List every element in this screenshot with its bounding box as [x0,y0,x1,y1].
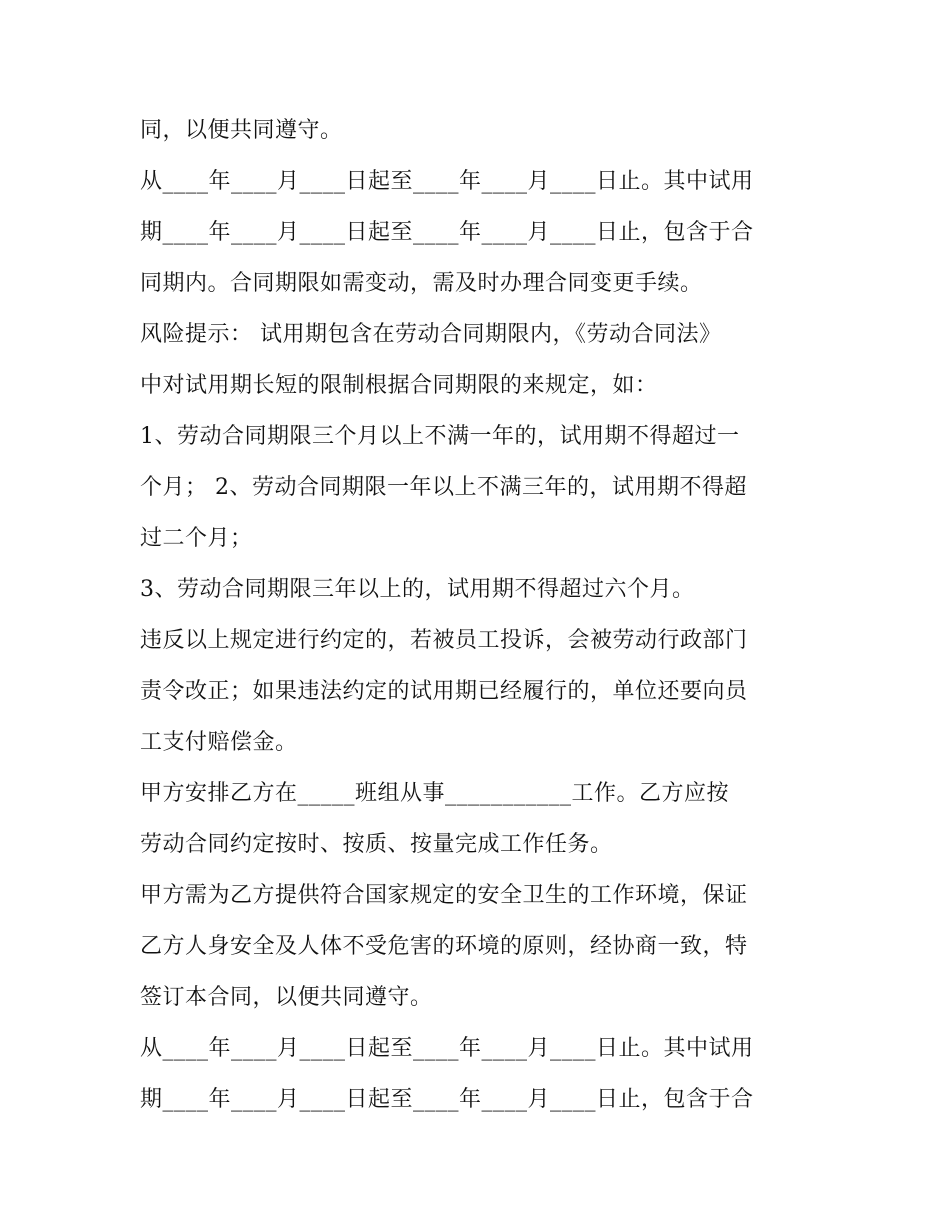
text-line: 工支付赔偿金。 [140,730,298,755]
text-line: 责令改正；如果违法约定的试用期已经履行的，单位还要向员 [140,679,748,704]
text-line: 中对试用期长短的限制根据合同期限的来规定，如： [140,373,658,398]
list-item-line: 个月； 2、劳动合同期限一年以上不满三年的，试用期不得超 [140,475,747,500]
list-item-line: 1、劳动合同期限三个月以上不满一年的，试用期不得超过一 [140,424,740,449]
text-line: 期____年____月____日起至____年____月____日止，包含于合 [140,1087,754,1112]
text-line: 签订本合同，以便共同遵守。 [140,985,433,1010]
text-line: 同，以便共同遵守。 [140,118,343,143]
text-line: 乙方人身安全及人体不受危害的环境的原则，经协商一致，特 [140,934,748,959]
text-line: 甲方安排乙方在_____班组从事___________工作。乙方应按 [140,781,730,806]
text-line: 劳动合同约定按时、按质、按量完成工作任务。 [140,832,613,857]
list-item-line: 3、劳动合同期限三年以上的，试用期不得超过六个月。 [140,577,695,602]
text-line: 从____年____月____日起至____年____月____日止。其中试用 [140,169,754,194]
text-line: 过二个月； [140,526,253,551]
risk-notice-line: 风险提示： 试用期包含在劳动合同期限内，《劳动合同法》 [140,322,722,347]
text-line: 同期内。合同期限如需变动，需及时办理合同变更手续。 [140,271,703,296]
text-line: 违反以上规定进行约定的，若被员工投诉，会被劳动行政部门 [140,628,748,653]
text-line: 从____年____月____日起至____年____月____日止。其中试用 [140,1036,754,1061]
text-line: 期____年____月____日起至____年____月____日止，包含于合 [140,220,754,245]
document-body [140,105,820,1125]
text-line: 甲方需为乙方提供符合国家规定的安全卫生的工作环境，保证 [140,883,748,908]
